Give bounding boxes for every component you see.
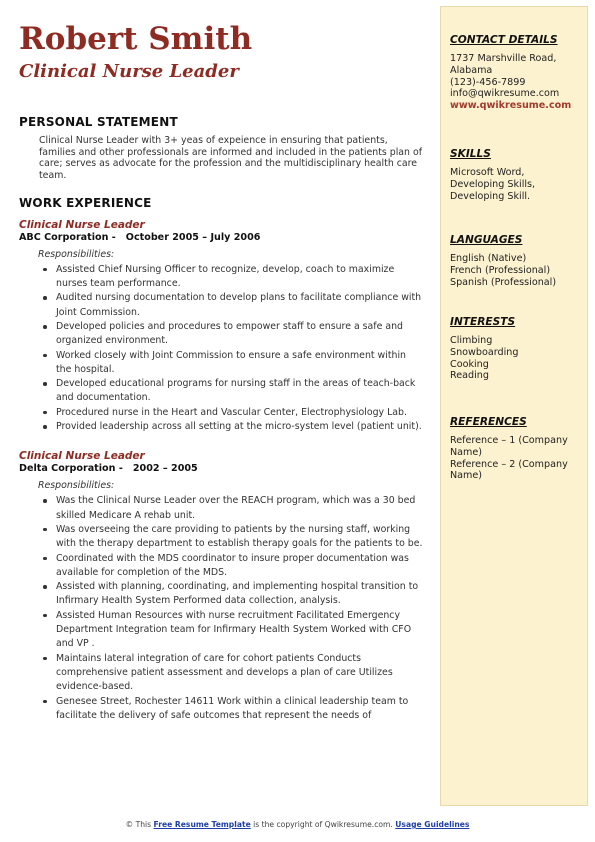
skill-item: Developing Skill. xyxy=(450,190,531,202)
language-item: Spanish (Professional) xyxy=(450,276,557,288)
contact-heading: CONTACT DETAILS xyxy=(450,34,558,46)
list-item: Audited nursing documentation to develop plans to facilitate compliance with Joint Commission. xyxy=(56,291,424,320)
responsibilities-list xyxy=(19,494,424,723)
main-column xyxy=(19,20,424,723)
reference-item: Reference – 1 (Company Name) xyxy=(450,435,568,458)
interest-item: Cooking xyxy=(450,358,489,370)
references-section xyxy=(450,416,584,482)
list-item: Was overseeing the care providing to patients by the nursing staff, working with the therapy department to establish therapy goals for the patients to be. xyxy=(56,523,424,552)
languages-heading: LANGUAGES xyxy=(450,234,523,246)
references-heading: REFERENCES xyxy=(450,416,527,428)
list-item: Assisted Human Resources with nurse recruitment Facilitated Emergency Department Integration team for Infirmary Health System Worked with CFO and VP . xyxy=(56,609,424,652)
phone-number: (123)-456-7899 xyxy=(450,76,526,88)
address-line-1: 1737 Marshville Road, xyxy=(450,53,557,64)
language-item: English (Native) xyxy=(450,253,527,264)
skill-item: Microsoft Word, xyxy=(450,167,525,178)
interests-section xyxy=(450,316,584,382)
website-link[interactable]: www.qwikresume.com xyxy=(450,100,572,112)
list-item: Developed educational programs for nursing staff in the areas of teach-back and documentation. xyxy=(56,377,424,406)
reference-item: Reference – 2 (Company Name) xyxy=(450,458,568,482)
skill-item: Developing Skills, xyxy=(450,178,536,190)
sidebar xyxy=(440,6,588,806)
list-item: Provided leadership across all setting at the micro-system level (patient unit). xyxy=(56,420,424,434)
footer xyxy=(0,820,595,829)
list-item: Developed policies and procedures to empower staff to ensure a safe and organized environment. xyxy=(56,320,424,349)
language-item: French (Professional) xyxy=(450,264,551,276)
interest-item: Snowboarding xyxy=(450,346,519,358)
languages-section xyxy=(450,234,584,288)
interest-item: Climbing xyxy=(450,335,493,346)
candidate-name: Robert Smith xyxy=(19,21,253,57)
job-1 xyxy=(19,219,424,435)
candidate-title: Clinical Nurse Leader xyxy=(19,61,239,82)
footer-prefix: © This xyxy=(125,820,152,829)
list-item: Assisted Chief Nursing Officer to recognize, develop, coach to maximize nurses team performance. xyxy=(56,263,424,292)
job-dates: 2002 – 2005 xyxy=(132,463,198,475)
list-item: Assisted with planning, coordinating, and implementing hospital transition to Infirmary Health System Performed data collection, analysis. xyxy=(56,580,424,609)
list-item: Procedured nurse in the Heart and Vascular Center, Electrophysiology Lab. xyxy=(56,406,424,420)
company-name: ABC Corporation - xyxy=(19,231,116,243)
responsibilities-label: Responsibilities: xyxy=(38,480,115,492)
responsibilities-list xyxy=(19,263,424,435)
job-company xyxy=(19,463,424,475)
job-title: Clinical Nurse Leader xyxy=(19,218,145,231)
skills-section xyxy=(450,148,584,202)
job-company xyxy=(19,232,424,244)
responsibilities-label: Responsibilities: xyxy=(38,248,115,260)
list-item: Maintains lateral integration of care for cohort patients Conducts comprehensive patient assessment and develops a plan of care Utilizes evidence-based. xyxy=(56,652,424,695)
address-line-2: Alabama xyxy=(450,64,493,76)
job-title: Clinical Nurse Leader xyxy=(19,450,145,463)
personal-statement-text: Clinical Nurse Leader with 3+ yeas of expeience in ensuring that patients, families and other professionals are informed and included in the patients plan of care; serves as advocate for the profession and the multidisciplinary health care team. xyxy=(39,135,423,182)
email-address: info@qwikresume.com xyxy=(450,88,560,100)
contact-section xyxy=(450,34,584,112)
job-2 xyxy=(19,450,424,723)
interests-heading: INTERESTS xyxy=(450,316,516,328)
interest-item: Reading xyxy=(450,370,489,382)
list-item: Coordinated with the MDS coordinator to insure proper documentation was available for completion of the MDS. xyxy=(56,552,424,581)
work-experience-heading: WORK EXPERIENCE xyxy=(19,195,152,210)
footer-copyright-text: is the copyright of Qwikresume.com. xyxy=(253,820,393,829)
list-item: Genesee Street, Rochester 14611 Work within a clinical leadership team to facilitate the delivery of safe outcomes that represent the needs of xyxy=(56,695,424,724)
job-dates: October 2005 – July 2006 xyxy=(125,231,261,243)
list-item: Was the Clinical Nurse Leader over the REACH program, which was a 30 bed skilled Medicare A rehab unit. xyxy=(56,494,424,523)
personal-statement-heading: PERSONAL STATEMENT xyxy=(19,115,178,129)
list-item: Worked closely with Joint Commission to ensure a safe environment within the hospital. xyxy=(56,349,424,378)
company-name: Delta Corporation - xyxy=(19,463,123,475)
free-resume-template-link[interactable]: Free Resume Template xyxy=(153,820,251,829)
usage-guidelines-link[interactable]: Usage Guidelines xyxy=(395,820,470,829)
skills-heading: SKILLS xyxy=(450,148,491,160)
